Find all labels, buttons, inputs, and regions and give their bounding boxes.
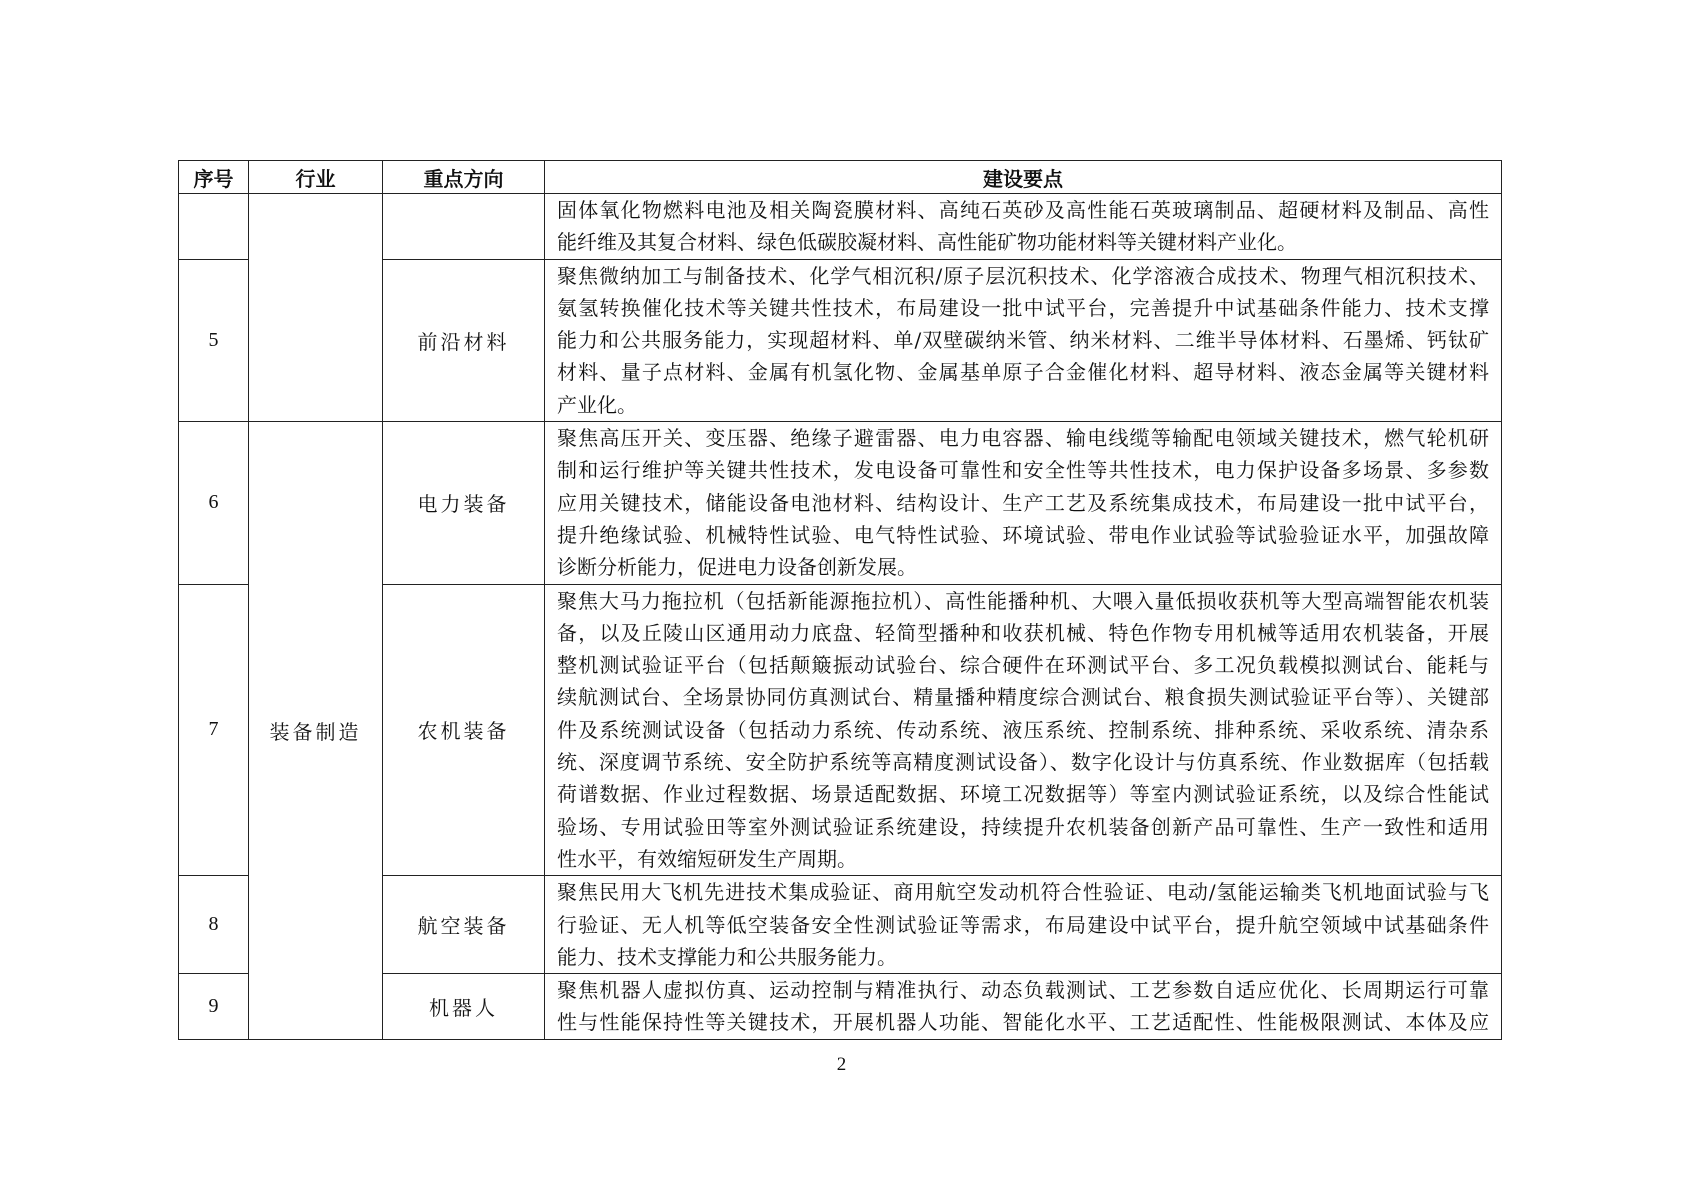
serial-cell: 6 xyxy=(179,422,249,584)
industry-cell xyxy=(249,194,383,422)
text-line: 聚焦微纳加工与制备技术、化学气相沉积/原子层沉积技术、化学溶液合成技术、物理气相沉积技术、 xyxy=(557,263,1489,288)
direction-cell: 前沿材料 xyxy=(383,259,545,421)
text-line: 提升绝缘试验、机械特性试验、电气特性试验、环境试验、带电作业试验等试验验证水平，加强故障 xyxy=(557,522,1489,547)
text-line: 性水平，有效缩短研发生产周期。 xyxy=(557,846,857,871)
serial-cell: 7 xyxy=(179,584,249,876)
table-header-row xyxy=(179,161,1502,194)
key-points-cell xyxy=(545,974,1502,1040)
serial-cell: 5 xyxy=(179,259,249,421)
text-line: 性与性能保持性等关键技术，开展机器人功能、智能化水平、工艺适配性、性能极限测试、本体及应 xyxy=(557,1010,1489,1035)
text-line: 续航测试台、全场景协同仿真测试台、精量播种精度综合测试台、粮食损失测试验证平台等）、关键部 xyxy=(557,685,1489,710)
text-line: 诊断分析能力，促进电力设备创新发展。 xyxy=(557,555,917,580)
serial-cell: 9 xyxy=(179,974,249,1040)
industry-cell: 装备制造 xyxy=(249,422,383,1040)
text-line: 能纤维及其复合材料、绿色低碳胶凝材料、高性能矿物功能材料等关键材料产业化。 xyxy=(557,230,1297,255)
text-line: 验场、专用试验田等室外测试验证系统建设，持续提升农机装备创新产品可靠性、生产一致性和适用 xyxy=(557,814,1489,839)
text-line: 固体氧化物燃料电池及相关陶瓷膜材料、高纯石英砂及高性能石英玻璃制品、超硬材料及制品、高性 xyxy=(557,198,1489,222)
key-points-cell xyxy=(545,259,1502,421)
direction-cell: 航空装备 xyxy=(383,876,545,974)
text-line: 行验证、无人机等低空装备安全性测试验证等需求，布局建设中试平台，提升航空领域中试基础条件 xyxy=(557,912,1489,937)
text-line: 产业化。 xyxy=(557,392,637,417)
serial-cell xyxy=(179,194,249,260)
text-line: 聚焦机器人虚拟仿真、运动控制与精准执行、动态负载测试、工艺参数自适应优化、长周期运行可靠 xyxy=(557,978,1489,1003)
direction-cell: 电力装备 xyxy=(383,422,545,584)
key-points-cell xyxy=(545,194,1502,260)
text-line: 聚焦民用大飞机先进技术集成验证、商用航空发动机符合性验证、电动/氢能运输类飞机地面试验与飞 xyxy=(557,880,1489,905)
text-line: 应用关键技术，储能设备电池材料、结构设计、生产工艺及系统集成技术，布局建设一批中试平台， xyxy=(557,490,1489,515)
header-serial: 序号 xyxy=(179,161,249,194)
page-number: 2 xyxy=(836,1054,847,1075)
text-line: 整机测试验证平台（包括颠簸振动试验台、综合硬件在环测试平台、多工况负载模拟测试台、能耗与 xyxy=(557,653,1489,678)
header-industry: 行业 xyxy=(249,161,383,194)
text-line: 件及系统测试设备（包括动力系统、传动系统、液压系统、控制系统、排种系统、采收系统、清杂系 xyxy=(557,717,1489,742)
key-points-cell xyxy=(545,876,1502,974)
text-line: 能力、技术支撑能力和公共服务能力。 xyxy=(557,944,897,969)
header-direction: 重点方向 xyxy=(383,161,545,194)
direction-cell: 机器人 xyxy=(383,974,545,1040)
text-line: 材料、量子点材料、金属有机氢化物、金属基单原子合金催化材料、超导材料、液态金属等关键材料 xyxy=(557,360,1489,385)
text-line: 荷谱数据、作业过程数据、场景适配数据、环境工况数据等）等室内测试验证系统，以及综合性能试 xyxy=(557,782,1489,807)
text-line: 氨氢转换催化技术等关键共性技术，布局建设一批中试平台，完善提升中试基础条件能力、技术支撑 xyxy=(557,295,1489,320)
text-line: 聚焦大马力拖拉机（包括新能源拖拉机）、高性能播种机、大喂入量低损收获机等大型高端智能农机装 xyxy=(557,588,1489,613)
table-row xyxy=(179,422,1502,584)
table-row xyxy=(179,194,1502,260)
direction-cell: 农机装备 xyxy=(383,584,545,876)
key-points-cell xyxy=(545,422,1502,584)
text-line: 统、深度调节系统、安全防护系统等高精度测试设备）、数字化设计与仿真系统、作业数据库（包括载 xyxy=(557,750,1489,775)
direction-cell xyxy=(383,194,545,260)
text-line: 能力和公共服务能力，实现超材料、单/双壁碳纳米管、纳米材料、二维半导体材料、石墨烯、钙钛矿 xyxy=(557,328,1489,353)
text-line: 备，以及丘陵山区通用动力底盘、轻简型播种和收获机械、特色作物专用机械等适用农机装备，开展 xyxy=(557,620,1489,645)
text-line: 聚焦高压开关、变压器、绝缘子避雷器、电力电容器、输电线缆等输配电领域关键技术，燃气轮机研 xyxy=(557,426,1489,451)
text-line: 制和运行维护等关键共性技术，发电设备可靠性和安全性等共性技术，电力保护设备多场景、多参数 xyxy=(557,458,1489,483)
key-points-table xyxy=(178,160,1502,1040)
header-key-points: 建设要点 xyxy=(545,161,1502,194)
key-points-cell xyxy=(545,584,1502,876)
serial-cell: 8 xyxy=(179,876,249,974)
